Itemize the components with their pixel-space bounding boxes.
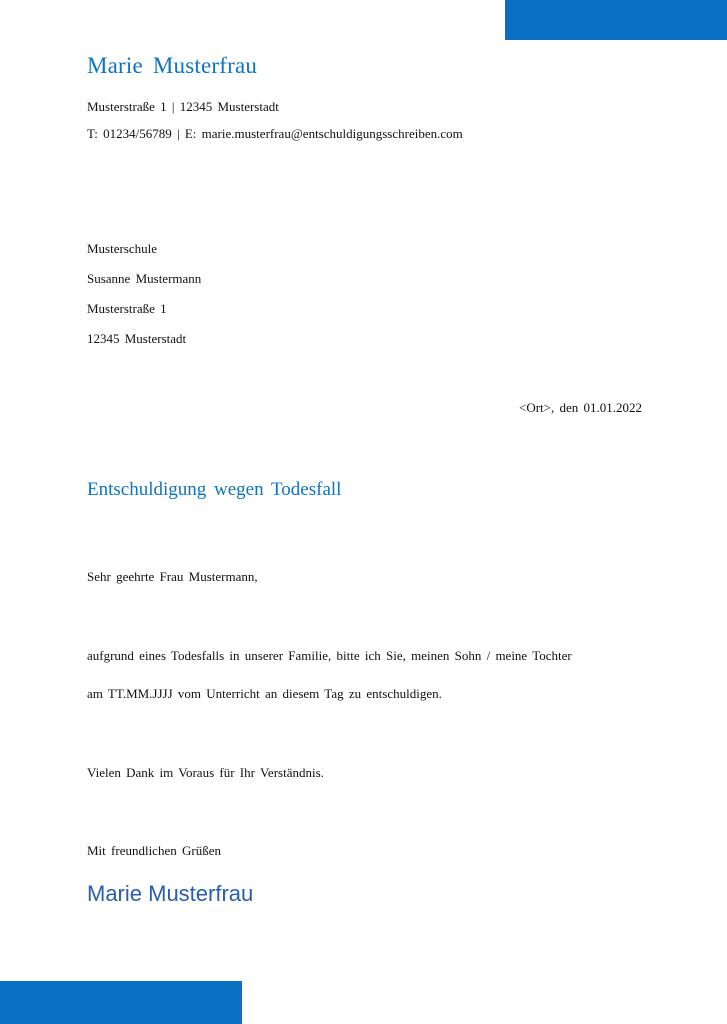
- thanks-line: Vielen Dank im Voraus für Ihr Verständnis.: [87, 765, 324, 780]
- recipient-school: Musterschule: [87, 241, 158, 256]
- body-line-2: am TT.MM.JJJJ vom Unterricht an diesem Tag zu entschuldigen.: [87, 686, 442, 701]
- sender-contact: T: 01234/56789 | E: marie.musterfrau@entschuldigungsschreiben.com: [87, 126, 463, 141]
- closing-line: Mit freundlichen Grüßen: [87, 843, 221, 858]
- sender-address: Musterstraße 1 | 12345 Musterstadt: [87, 99, 279, 114]
- recipient-city: 12345 Musterstadt: [87, 331, 187, 346]
- sender-name: Marie Musterfrau: [87, 53, 258, 78]
- letter-page: [87, 0, 642, 1024]
- body-line-1: aufgrund eines Todesfalls in unserer Familie, bitte ich Sie, meinen Sohn / meine Tochter: [87, 648, 572, 663]
- signature: Marie Musterfrau: [87, 881, 254, 906]
- recipient-person: Susanne Mustermann: [87, 271, 202, 286]
- salutation: Sehr geehrte Frau Mustermann,: [87, 569, 258, 584]
- date-line: <Ort>, den 01.01.2022: [518, 400, 642, 415]
- subject-line: Entschuldigung wegen Todesfall: [87, 479, 342, 500]
- bottom-accent-bar: [0, 981, 242, 1024]
- recipient-street: Musterstraße 1: [87, 301, 167, 316]
